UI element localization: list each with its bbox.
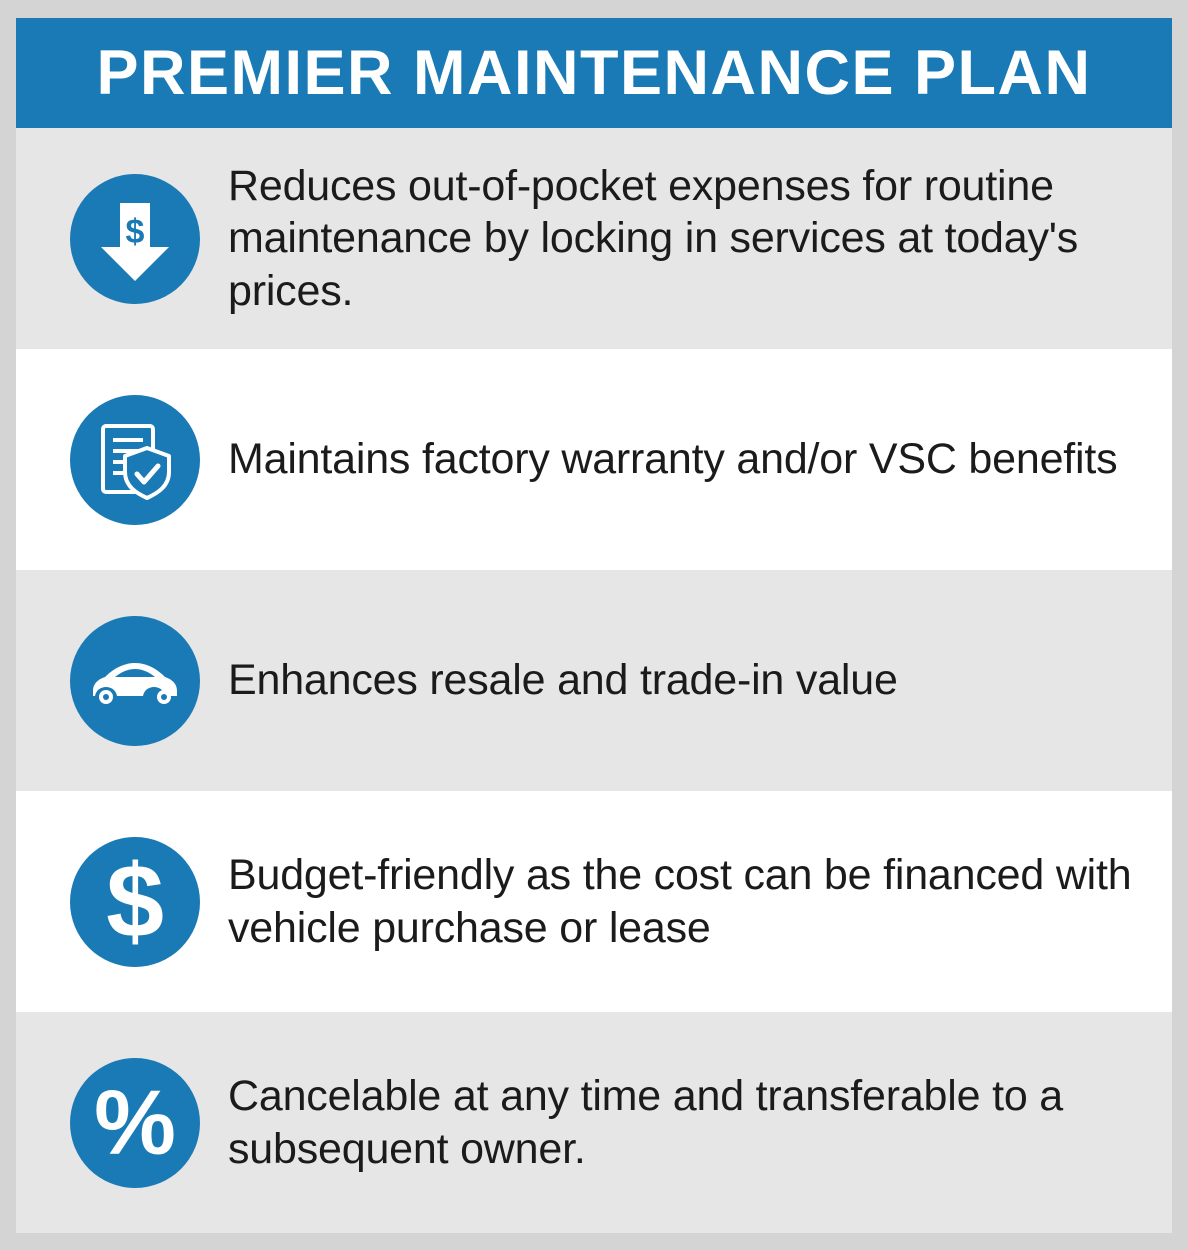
down-arrow-dollar-icon bbox=[70, 174, 200, 304]
list-item bbox=[16, 349, 1172, 570]
benefit-icon-container bbox=[62, 174, 208, 304]
header-bar bbox=[16, 18, 1172, 128]
benefit-text: Maintains factory warranty and/or VSC benefits bbox=[228, 435, 1118, 484]
benefit-text: Budget-friendly as the cost can be financed with vehicle purchase or lease bbox=[228, 851, 1132, 952]
list-item bbox=[16, 128, 1172, 349]
benefit-icon-container bbox=[62, 837, 208, 967]
benefit-icon-container bbox=[62, 616, 208, 746]
document-shield-check-icon bbox=[70, 395, 200, 525]
benefit-icon-container bbox=[62, 1058, 208, 1188]
dollar-glyph: $ bbox=[106, 843, 164, 960]
percent-glyph: % bbox=[94, 1071, 176, 1174]
percent-sign-icon bbox=[70, 1058, 200, 1188]
page-title: PREMIER MAINTENANCE PLAN bbox=[96, 37, 1092, 108]
list-item bbox=[16, 791, 1172, 1012]
svg-text:$: $ bbox=[125, 212, 145, 251]
benefits-list bbox=[16, 128, 1172, 1233]
list-item bbox=[16, 570, 1172, 791]
infographic-card bbox=[16, 18, 1172, 1233]
benefit-text: Enhances resale and trade-in value bbox=[228, 656, 898, 705]
car-icon bbox=[70, 616, 200, 746]
benefit-text: Reduces out-of-pocket expenses for routine maintenance by locking in services at today's prices. bbox=[228, 161, 1079, 315]
list-item bbox=[16, 1012, 1172, 1233]
dollar-sign-icon bbox=[70, 837, 200, 967]
benefit-icon-container bbox=[62, 395, 208, 525]
benefit-text: Cancelable at any time and transferable to a subsequent owner. bbox=[228, 1072, 1063, 1173]
